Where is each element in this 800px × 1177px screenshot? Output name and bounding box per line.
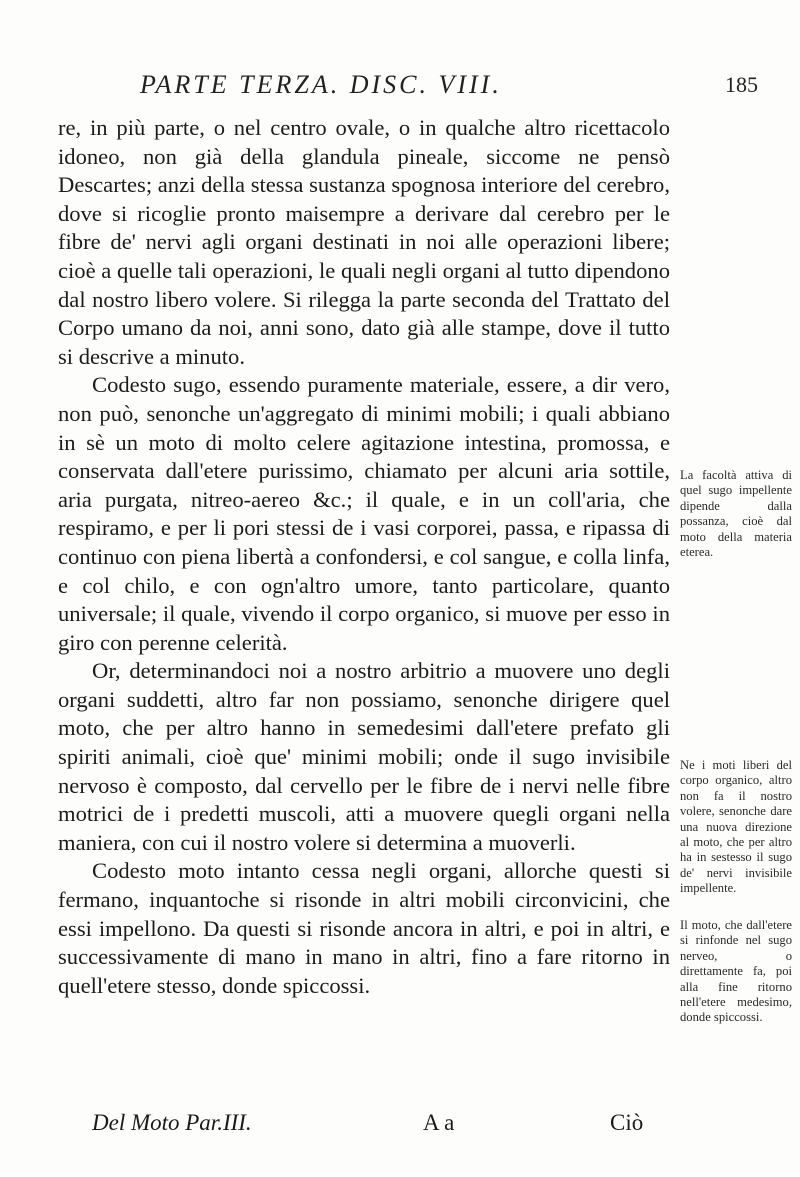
paragraph-2: Codesto sugo, essendo puramente materiale, essere, a dir vero, non può, senonche un'aggregato di minimi mobili; i quali abbiano in sè un moto di molto celere agitazione intestina, promossa, e conservata dall'etere purissimo, chiamato per alcuni aria sottile, aria purgata, nitreo-aereo &c.; il quale, e in un coll'aria, che respiramo, e per li pori stessi de i vasi corporei, passa, e ripassa di continuo con piena libertà a confondersi, e col sangue, e colla linfa, e col chilo, e con ogn'altro umore, tanto particolare, quanto universale; il quale, vivendo il corpo organico, si muove per esso in giro con perenne celerità. (58, 372, 670, 655)
paragraph-3: Or, determinandoci noi a nostro arbitrio a muovere uno degli organi suddetti, altro far non possiamo, senonche dirigere quel moto, che per altro hanno in semedesimi dall'etere prefato gli spiriti animali, cioè que' minimi mobili; onde il sugo invisibile nervoso è composto, dal cervello per le fibre de i nervi nelle fibre motrici de i predetti muscoli, atti a muovere quegli organi nella maniera, con cui il nostro volere si determina a muoverli. (58, 658, 670, 855)
paragraph-4: Codesto moto intanto cessa negli organi, allorche questi si fermano, inquantoche si risonde in altri mobili circonvicini, che essi impellono. Da questi si risonde ancora in altri, e poi in altri, e successivamente di mano in mano in altri, fino a fare ritorno in quell'etere stesso, donde spiccossi. (58, 858, 670, 998)
catchword: Ciò (610, 1110, 644, 1135)
marginal-note-1: La facoltà attiva di quel sugo impellente dipende dalla possanza, cioè dal moto della materia eterea. (680, 468, 792, 560)
signature-mark: A a (423, 1110, 455, 1135)
page-number: 185 (725, 72, 758, 97)
signature-title: Del Moto Par.III. (92, 1110, 252, 1135)
paragraph-1: re, in più parte, o nel centro ovale, o in qualche altro ricettacolo idoneo, non già della glandula pineale, siccome ne pensò Descartes; anzi della stessa sustanza spognosa interiore del cerebro, dove si ricoglie pronto maisempre a derivare dal cerebro per le fibre de' nervi agli organi destinati in noi alle operazioni libere; cioè a quelle tali operazioni, le quali negli organi al tutto dipendono dal nostro libero volere. Si rilegga la parte seconda del Trattato del Corpo umano da noi, anni sono, dato già alle stampe, dove il tutto si descrive a minuto. (58, 115, 670, 369)
running-title: PARTE TERZA. DISC. VIII. (140, 70, 502, 99)
main-text-block (58, 114, 670, 1000)
marginal-note-3: Il moto, che dall'etere si rinfonde nel sugo nerveo, o direttamente fa, poi alla fine ritorno nell'etere medesimo, donde spiccossi. (680, 918, 792, 1025)
marginal-note-2: Ne i moti liberi del corpo organico, altro non fa il nostro volere, senonche dare una nuova direzione al moto, che per altro ha in sestesso il sugo de' nervi invisibile impellente. (680, 758, 792, 896)
page-footer (58, 1110, 670, 1142)
